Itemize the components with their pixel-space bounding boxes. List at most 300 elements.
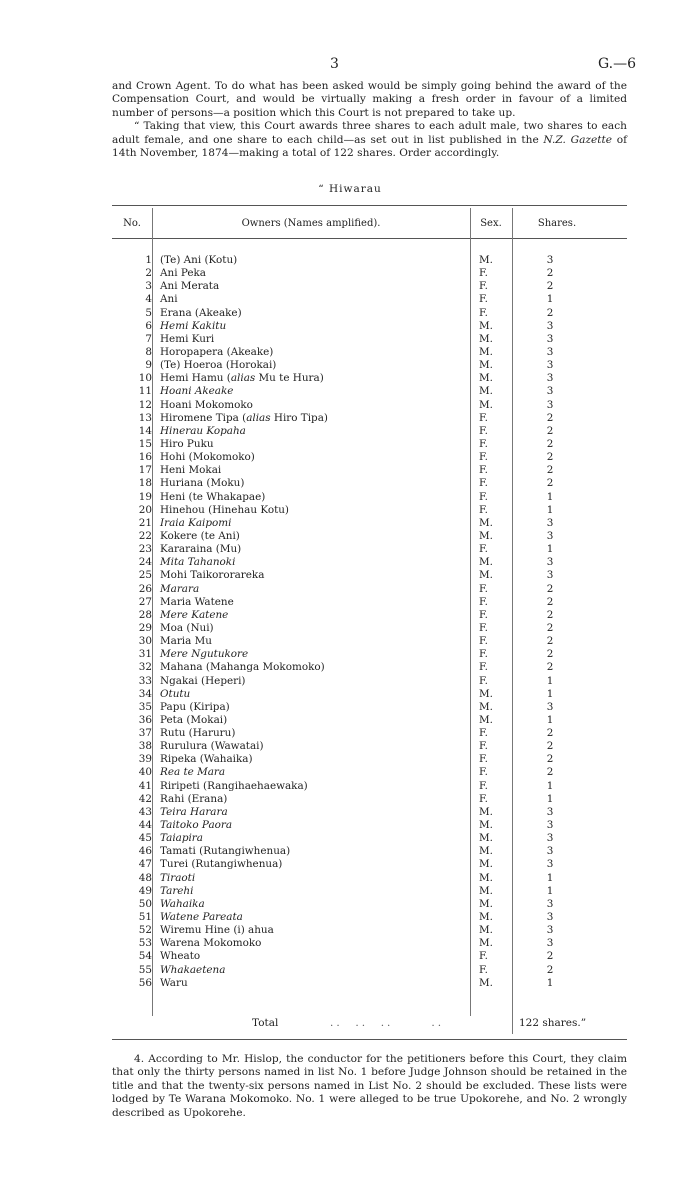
owner-name: Wahaika xyxy=(160,897,205,910)
owner-sex: F. xyxy=(479,648,488,661)
owner-sex: M. xyxy=(479,687,493,700)
owner-shares: 1 xyxy=(546,976,554,989)
owner-name: Maria Watene xyxy=(160,595,234,608)
table-row xyxy=(112,845,627,858)
row-number: 19 xyxy=(138,490,152,503)
row-number: 39 xyxy=(138,753,152,766)
owner-sex: F. xyxy=(479,595,488,608)
table-row xyxy=(112,911,627,924)
row-number: 45 xyxy=(138,832,152,845)
row-number: 18 xyxy=(138,477,152,490)
owner-sex: M. xyxy=(479,845,493,858)
total-leader-dots: .. .. .. .. xyxy=(330,1017,445,1029)
column-header-no: No. xyxy=(123,218,141,229)
owner-sex: M. xyxy=(479,359,493,372)
owner-shares: 3 xyxy=(546,924,554,937)
owner-sex: M. xyxy=(479,516,493,529)
table-row xyxy=(112,964,627,977)
table-row xyxy=(112,635,627,648)
row-number: 53 xyxy=(138,937,152,950)
owner-shares: 3 xyxy=(546,254,554,266)
owner-shares: 2 xyxy=(546,740,554,753)
row-number: 55 xyxy=(138,963,152,976)
owner-shares: 2 xyxy=(546,595,554,608)
owner-name: Ripeka (Wahaika) xyxy=(160,753,253,766)
table-row xyxy=(112,714,627,727)
owner-sex: F. xyxy=(479,608,488,621)
owner-name: Erana (Akeake) xyxy=(160,306,242,319)
owner-shares: 3 xyxy=(546,911,554,924)
owner-sex: F. xyxy=(479,280,488,293)
table-row xyxy=(112,464,627,477)
owner-name: Riripeti (Rangihaehaewaka) xyxy=(160,779,308,792)
owner-sex: F. xyxy=(479,792,488,805)
owner-shares: 2 xyxy=(546,280,554,293)
owner-sex: F. xyxy=(479,503,488,516)
table-row xyxy=(112,583,627,596)
owner-sex: M. xyxy=(479,398,493,411)
owner-name: Maria Mu xyxy=(160,635,212,648)
owner-shares: 3 xyxy=(546,529,554,542)
owner-name: Ngakai (Heperi) xyxy=(160,674,246,687)
owner-name: Tiraoti xyxy=(160,871,196,884)
owner-sex: F. xyxy=(479,424,488,437)
row-number: 42 xyxy=(138,792,152,805)
row-number: 23 xyxy=(138,543,152,556)
owner-name: Waru xyxy=(160,976,188,989)
table-row xyxy=(112,858,627,871)
table-row xyxy=(112,793,627,806)
row-number: 14 xyxy=(138,424,152,437)
owner-shares: 2 xyxy=(546,661,554,674)
owner-name: Hemi Kuri xyxy=(160,332,215,345)
owner-shares: 1 xyxy=(546,293,554,306)
document-code: G.—6 xyxy=(598,56,637,72)
column-header-sex: Sex. xyxy=(480,218,502,229)
row-number: 17 xyxy=(138,464,152,477)
owner-sex: F. xyxy=(479,766,488,779)
row-number: 50 xyxy=(138,897,152,910)
table-row xyxy=(112,937,627,950)
owner-sex: M. xyxy=(479,529,493,542)
table-row xyxy=(112,333,627,346)
owner-sex: F. xyxy=(479,963,488,976)
owner-name: Mita Tahanoki xyxy=(160,556,236,569)
row-number: 12 xyxy=(138,398,152,411)
owner-name: Moa (Nui) xyxy=(160,621,214,634)
table-row xyxy=(112,950,627,963)
row-number: 13 xyxy=(138,411,152,424)
table-top-rule xyxy=(112,205,627,206)
owner-sex: F. xyxy=(479,464,488,477)
owner-shares: 1 xyxy=(546,884,554,897)
table-row xyxy=(112,740,627,753)
owner-name: Hoani Mokomoko xyxy=(160,398,253,411)
owner-name: Teira Harara xyxy=(160,805,228,818)
owner-shares: 1 xyxy=(546,871,554,884)
row-number: 4 xyxy=(145,293,152,306)
owner-name: Wiremu Hine (i) ahua xyxy=(160,924,274,937)
table-row xyxy=(112,517,627,530)
owner-sex: M. xyxy=(479,897,493,910)
row-number: 54 xyxy=(138,950,152,963)
paragraph-award: “ Taking that view, this Court awards three shares to each adult male, two shares to each adult female, and one share to each child—as set out in list published in the N.Z. Gazette of 14th November, 1874—making a total of 122 shares. Order accordingly. xyxy=(112,120,627,160)
owner-sex: F. xyxy=(479,779,488,792)
table-row xyxy=(112,267,627,280)
owner-sex: F. xyxy=(479,490,488,503)
owner-name: (Te) Ani (Kotu) xyxy=(160,254,238,266)
table-row xyxy=(112,832,627,845)
owner-name: Hohi (Mokomoko) xyxy=(160,451,255,464)
row-number: 31 xyxy=(138,648,152,661)
row-number: 26 xyxy=(138,582,152,595)
table-row xyxy=(112,385,627,398)
owner-sex: M. xyxy=(479,832,493,845)
row-number: 51 xyxy=(138,911,152,924)
owner-name: Kararaina (Mu) xyxy=(160,543,242,556)
owner-shares: 2 xyxy=(546,267,554,280)
owner-name: (Te) Hoeroa (Horokai) xyxy=(160,359,277,372)
row-number: 27 xyxy=(138,595,152,608)
table-row xyxy=(112,780,627,793)
row-number: 38 xyxy=(138,740,152,753)
owner-shares: 2 xyxy=(546,753,554,766)
owner-shares: 3 xyxy=(546,372,554,385)
row-number: 25 xyxy=(138,569,152,582)
owner-sex: M. xyxy=(479,372,493,385)
owner-name: Hiromene Tipa (alias Hiro Tipa) xyxy=(160,411,328,424)
row-number: 5 xyxy=(145,306,152,319)
owner-sex: M. xyxy=(479,332,493,345)
table-header-rule xyxy=(112,238,627,239)
table-row xyxy=(112,675,627,688)
owner-name: Hiro Puku xyxy=(160,437,214,450)
table-row xyxy=(112,530,627,543)
paragraph-hislop: 4. According to Mr. Hislop, the conductor for the petitioners before this Court, they claim that only the thirty persons named in list No. 1 before Judge Johnson should be retained in the title and that the twenty-six persons named in List No. 2 should be excluded. These lists were lodged by Te Warana Mokomoko. No. 1 were alleged to be true Upokorehe, and No. 2 wrongly described as Upokorehe. xyxy=(112,1053,627,1119)
owner-sex: F. xyxy=(479,306,488,319)
row-number: 11 xyxy=(138,385,152,398)
row-number: 28 xyxy=(138,608,152,621)
owner-shares: 3 xyxy=(546,359,554,372)
owner-shares: 2 xyxy=(546,621,554,634)
owner-name: Whakaetena xyxy=(160,963,226,976)
owner-sex: M. xyxy=(479,858,493,871)
row-number: 3 xyxy=(145,280,152,293)
row-number: 52 xyxy=(138,924,152,937)
owner-name: Hemi Hamu (alias Mu te Hura) xyxy=(160,372,324,385)
owner-name: Ani Peka xyxy=(160,267,206,280)
owner-shares: 3 xyxy=(546,319,554,332)
owner-shares: 3 xyxy=(546,385,554,398)
row-number: 22 xyxy=(138,529,152,542)
owner-sex: M. xyxy=(479,319,493,332)
owner-shares: 3 xyxy=(546,556,554,569)
table-row xyxy=(112,399,627,412)
row-number: 47 xyxy=(138,858,152,871)
owner-shares: 3 xyxy=(546,332,554,345)
column-header-owners: Owners (Names amplified). xyxy=(241,218,381,229)
table-row xyxy=(112,885,627,898)
owner-shares: 2 xyxy=(546,950,554,963)
owner-sex: F. xyxy=(479,621,488,634)
owner-shares: 1 xyxy=(546,713,554,726)
owner-name: Tamati (Rutangiwhenua) xyxy=(160,845,291,858)
table-row xyxy=(112,924,627,937)
total-value: 122 shares.” xyxy=(519,1017,587,1029)
owner-name: Rutu (Haruru) xyxy=(160,727,236,740)
table-row xyxy=(112,872,627,885)
row-number: 9 xyxy=(145,359,152,372)
owner-sex: M. xyxy=(479,556,493,569)
owner-sex: F. xyxy=(479,543,488,556)
owner-name: Otutu xyxy=(160,687,191,700)
table-row xyxy=(112,543,627,556)
owner-sex: F. xyxy=(479,635,488,648)
owner-name: Papu (Kiripa) xyxy=(160,700,230,713)
owner-sex: M. xyxy=(479,385,493,398)
owner-shares: 2 xyxy=(546,464,554,477)
row-number: 35 xyxy=(138,700,152,713)
owner-shares: 2 xyxy=(546,306,554,319)
owner-shares: 3 xyxy=(546,345,554,358)
owner-sex: M. xyxy=(479,569,493,582)
owner-sex: F. xyxy=(479,582,488,595)
owner-name: Hoani Akeake xyxy=(160,385,234,398)
owner-shares: 2 xyxy=(546,727,554,740)
owner-shares: 1 xyxy=(546,543,554,556)
owner-name: Hinerau Kopaha xyxy=(160,424,246,437)
row-number: 49 xyxy=(138,884,152,897)
table-row xyxy=(112,819,627,832)
table-row xyxy=(112,412,627,425)
table-row xyxy=(112,977,627,990)
owner-sex: F. xyxy=(479,740,488,753)
owner-sex: M. xyxy=(479,937,493,950)
table-row xyxy=(112,569,627,582)
owner-name: Marara xyxy=(160,582,200,595)
owner-shares: 3 xyxy=(546,805,554,818)
row-number: 33 xyxy=(138,674,152,687)
row-number: 48 xyxy=(138,871,152,884)
column-header-shares: Shares. xyxy=(537,218,577,229)
table-row xyxy=(112,609,627,622)
table-row xyxy=(112,727,627,740)
owner-name: Mere Katene xyxy=(160,608,229,621)
row-number: 8 xyxy=(145,345,152,358)
owner-sex: F. xyxy=(479,727,488,740)
owner-shares: 2 xyxy=(546,411,554,424)
table-row xyxy=(112,307,627,320)
owner-sex: F. xyxy=(479,411,488,424)
owner-shares: 1 xyxy=(546,792,554,805)
table-row xyxy=(112,280,627,293)
owner-sex: F. xyxy=(479,753,488,766)
owner-shares: 1 xyxy=(546,490,554,503)
row-number: 37 xyxy=(138,727,152,740)
owner-name: Turei (Rutangiwhenua) xyxy=(160,858,283,871)
row-number: 7 xyxy=(145,332,152,345)
owner-shares: 3 xyxy=(546,819,554,832)
table-row xyxy=(112,359,627,372)
owner-name: Ani xyxy=(160,293,178,306)
owner-shares: 1 xyxy=(546,503,554,516)
owner-shares: 2 xyxy=(546,648,554,661)
owner-shares: 1 xyxy=(546,674,554,687)
owner-shares: 2 xyxy=(546,963,554,976)
owner-sex: F. xyxy=(479,950,488,963)
table-row xyxy=(112,372,627,385)
table-row xyxy=(112,293,627,306)
row-number: 1 xyxy=(145,254,152,266)
table-row xyxy=(112,898,627,911)
table-row xyxy=(112,622,627,635)
owner-sex: M. xyxy=(479,700,493,713)
owner-shares: 2 xyxy=(546,635,554,648)
gazette-name: N.Z. Gazette xyxy=(543,133,613,146)
row-number: 46 xyxy=(138,845,152,858)
owners-table-body xyxy=(112,254,627,990)
owner-shares: 3 xyxy=(546,937,554,950)
owner-name: Wheato xyxy=(160,950,201,963)
owner-shares: 2 xyxy=(546,582,554,595)
owner-name: Mohi Taikororareka xyxy=(160,569,265,582)
owner-shares: 2 xyxy=(546,766,554,779)
table-row xyxy=(112,753,627,766)
table-row xyxy=(112,806,627,819)
paragraph-crown-agent: and Crown Agent. To do what has been asked would be simply going behind the award of the Compensation Court, and would be virtually making a fresh order in favour of a limited number of persons—a position which this Court is not prepared to take up. xyxy=(112,80,627,119)
owner-shares: 2 xyxy=(546,477,554,490)
row-number: 32 xyxy=(138,661,152,674)
row-number: 43 xyxy=(138,805,152,818)
owner-shares: 3 xyxy=(546,398,554,411)
owner-name: Heni Mokai xyxy=(160,464,222,477)
owner-shares: 3 xyxy=(546,845,554,858)
row-number: 24 xyxy=(138,556,152,569)
table-row xyxy=(112,451,627,464)
owner-name: Mere Ngutukore xyxy=(160,648,249,661)
row-number: 44 xyxy=(138,819,152,832)
row-number: 29 xyxy=(138,621,152,634)
owner-sex: M. xyxy=(479,976,493,989)
table-row xyxy=(112,556,627,569)
section-title: “ Hiwarau xyxy=(318,183,382,195)
table-row xyxy=(112,491,627,504)
owner-shares: 2 xyxy=(546,424,554,437)
page-number: 3 xyxy=(330,56,339,72)
table-row xyxy=(112,504,627,517)
row-number: 20 xyxy=(138,503,152,516)
table-row xyxy=(112,701,627,714)
table-bottom-rule xyxy=(112,1039,627,1040)
row-number: 30 xyxy=(138,635,152,648)
owner-name: Rea te Mara xyxy=(160,766,226,779)
owner-name: Mahana (Mahanga Mokomoko) xyxy=(160,661,325,674)
owner-name: Hemi Kakitu xyxy=(160,319,227,332)
owner-shares: 2 xyxy=(546,437,554,450)
owner-shares: 3 xyxy=(546,832,554,845)
owner-shares: 2 xyxy=(546,608,554,621)
owner-shares: 3 xyxy=(546,569,554,582)
owner-name: Rurulura (Wawatai) xyxy=(160,740,264,753)
table-row xyxy=(112,661,627,674)
owner-name: Watene Pareata xyxy=(160,911,243,924)
owner-sex: F. xyxy=(479,293,488,306)
row-number: 6 xyxy=(145,319,152,332)
owner-shares: 3 xyxy=(546,858,554,871)
owner-sex: M. xyxy=(479,871,493,884)
owner-shares: 1 xyxy=(546,687,554,700)
row-number: 56 xyxy=(138,976,152,989)
table-total-row xyxy=(112,1017,627,1033)
row-number: 40 xyxy=(138,766,152,779)
owner-sex: F. xyxy=(479,477,488,490)
owner-name: Peta (Mokai) xyxy=(160,713,228,726)
table-row xyxy=(112,688,627,701)
row-number: 41 xyxy=(138,779,152,792)
owner-shares: 3 xyxy=(546,516,554,529)
paragraph-intro xyxy=(112,80,627,160)
owner-sex: M. xyxy=(479,924,493,937)
table-row xyxy=(112,648,627,661)
owner-shares: 1 xyxy=(546,779,554,792)
owner-name: Taitoko Paora xyxy=(160,819,233,832)
owner-name: Huriana (Moku) xyxy=(160,477,245,490)
table-row xyxy=(112,438,627,451)
row-number: 34 xyxy=(138,687,152,700)
owner-name: Tarehi xyxy=(160,884,194,897)
owner-shares: 2 xyxy=(546,451,554,464)
table-row xyxy=(112,425,627,438)
table-row xyxy=(112,346,627,359)
owner-name: Heni (te Whakapae) xyxy=(160,490,266,503)
owner-name: Ani Merata xyxy=(160,280,220,293)
owner-name: Rahi (Erana) xyxy=(160,792,228,805)
row-number: 36 xyxy=(138,713,152,726)
owner-sex: M. xyxy=(479,884,493,897)
owner-sex: F. xyxy=(479,267,488,280)
row-number: 16 xyxy=(138,451,152,464)
owner-sex: F. xyxy=(479,661,488,674)
row-number: 10 xyxy=(138,372,152,385)
table-row xyxy=(112,320,627,333)
owner-sex: M. xyxy=(479,805,493,818)
owner-name: Hinehou (Hinehau Kotu) xyxy=(160,503,289,516)
owner-sex: M. xyxy=(479,911,493,924)
owner-name: Warena Mokomoko xyxy=(160,937,262,950)
row-number: 15 xyxy=(138,437,152,450)
owner-sex: F. xyxy=(479,451,488,464)
owner-sex: M. xyxy=(479,254,493,266)
table-row xyxy=(112,596,627,609)
owner-shares: 3 xyxy=(546,897,554,910)
owner-sex: M. xyxy=(479,713,493,726)
row-number: 21 xyxy=(138,516,152,529)
owner-name: Iraia Kaipomi xyxy=(160,516,232,529)
owner-name: Kokere (te Ani) xyxy=(160,529,240,542)
owner-sex: F. xyxy=(479,437,488,450)
total-label: Total xyxy=(252,1017,279,1029)
owner-shares: 3 xyxy=(546,700,554,713)
row-number: 2 xyxy=(145,267,152,280)
owner-sex: M. xyxy=(479,819,493,832)
owner-name: Horopapera (Akeake) xyxy=(160,345,274,358)
owner-name: Taiapira xyxy=(160,832,203,845)
owner-sex: M. xyxy=(479,345,493,358)
table-row xyxy=(112,254,627,267)
owner-sex: F. xyxy=(479,674,488,687)
table-row xyxy=(112,477,627,490)
table-row xyxy=(112,766,627,779)
